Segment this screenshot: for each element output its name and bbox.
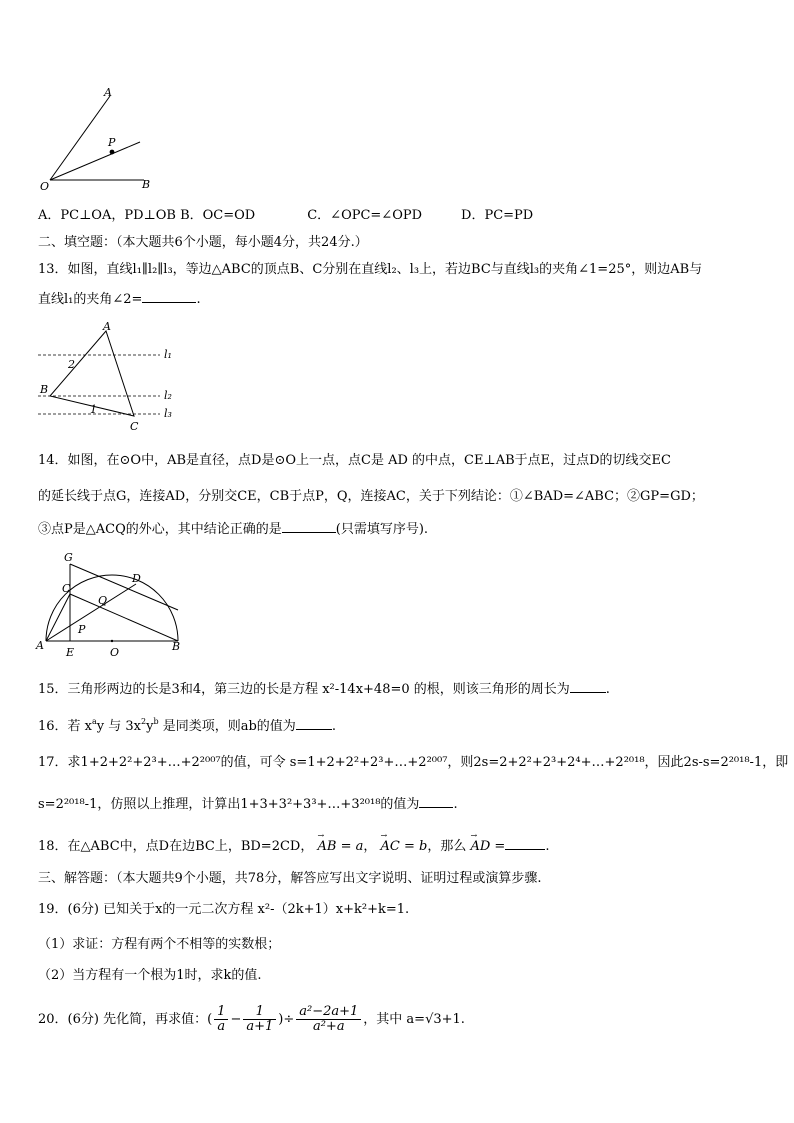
q14-label-a: A [36,639,44,652]
q14-label-p: P [78,623,86,636]
q20 [38,1005,465,1034]
q16-answer-blank[interactable] [296,717,332,730]
q16-mid2: y [146,719,154,734]
label-o: O [40,180,50,193]
q14-label-d: D [132,572,141,585]
q13-line2-text: 直线l₁的夹角∠2= [38,292,143,307]
q14-line3-text: ③点P是△ACQ的外心，其中结论正确的是 [38,522,282,537]
q20-post: ，其中 a= [363,1012,426,1027]
q16 [38,717,336,736]
q14-label-e: E [66,646,75,659]
q13-line1: 13．如图，直线l₁∥l₂∥l₃，等边△ABC的顶点B、C分别在直线l₂、l₃上，若边BC与直线l₃的夹角∠1=25°，则边AB与 [38,262,703,277]
q20-f2-numerator: 1 [243,1005,276,1020]
q18-mid: ，那么 [427,839,467,854]
label-a: A [104,86,112,99]
q16-sup-2: 2 [141,717,147,726]
q14-answer-blank[interactable] [282,520,336,533]
q13-label-l3: l₃ [164,407,172,420]
q16-mid1: y 与 3x [96,719,142,734]
q18-eq-a: = a [336,839,364,854]
label-b: B [142,178,151,191]
q12-options: A．PC⊥OA，PD⊥OB B．OC=OD C．∠OPC=∠OPD D．PC=PD [38,208,534,223]
q18-vector-ab: → AB [317,838,336,856]
q15 [38,680,610,699]
q18-answer-blank[interactable] [505,837,545,850]
q20-pre: 20．(6分) 先化简，再求值：( [38,1012,213,1027]
q14-line1: 14．如图，在⊙O中，AB是直径，点D是⊙O上一点，点C是 AD 的中点，CE⊥AB于点E，过点D的切线交EC [38,453,671,468]
q12-angle-figure [36,82,156,194]
q20-minus: − [230,1012,242,1027]
q18-vector-ad: → AD [470,838,490,856]
q14-label-q: Q [98,594,108,607]
label-p: P [108,136,116,149]
q18-vector-ac: → AC [381,838,400,856]
q20-f1-denominator: a [217,1019,226,1034]
q15-text: 15．三角形两边的长是3和4，第三边的长是方程 x²-14x+48=0 的根，则该三角形的周长为 [38,682,570,697]
q18-end: . [545,839,550,854]
q16-end: . [331,719,336,734]
q13-label-a: A [103,320,111,333]
q16-pre: 16．若 x [38,719,93,734]
section-fill-in-heading: 二、填空题：（本大题共6个小题，每小题4分，共24分.） [38,235,368,250]
q13-label-l2: l₂ [164,389,172,402]
q20-fraction-3 [296,1005,361,1034]
q18: 18．在△ABC中，点D在边BC上，BD=2CD， → AB = a， → AC = b，那么 → AD = . [38,837,549,856]
q18-pre: 18．在△ABC中，点D在边BC上，BD=2CD， [38,839,314,854]
q15-end: . [605,682,610,697]
q17-answer-blank[interactable] [419,795,453,808]
q14-semicircle-figure [34,548,190,660]
q17-line2-text: s=2²⁰¹⁸-1，仿照以上推理，计算出1+3+3²+3³+…+3²⁰¹⁸的值为 [38,797,420,812]
q14-line3 [38,520,428,539]
q15-answer-blank[interactable] [570,680,606,693]
q13-triangle-figure [36,318,186,434]
q17-line1: 17．求1+2+2²+2³+…+2²⁰⁰⁷的值，可令 s=1+2+2²+2³+…+2²⁰⁰⁷，则2s=2+2²+2³+2⁴+…+2²⁰¹⁸，因此2s-s=2²⁰¹⁸-1，即 [38,755,789,770]
q20-f2-denominator: a+1 [246,1019,274,1034]
q13-line2-end: . [196,292,201,307]
q16-sup-b: b [153,717,159,726]
q18-eq-b: = b [399,839,428,854]
q14-label-o: O [110,646,120,659]
q13-line2 [38,290,201,309]
q20-div: )÷ [278,1012,295,1027]
q19-stem: 19．(6分) 已知关于x的一元二次方程 x²-（2k+1）x+k²+k=1. [38,902,410,917]
section-solve-heading: 三、解答题：（本大题共9个小题，共78分，解答应写出文字说明、证明过程或演算步骤. [38,871,542,886]
q14-label-c: C [62,582,71,595]
q20-sqrt: √3 [425,1012,442,1027]
q18-eq: = [490,839,506,854]
q13-label-c: C [130,420,139,433]
q17-line2 [38,795,458,814]
q17-line2-end: . [453,797,458,812]
q20-plus: +1. [441,1012,465,1027]
q20-f1-numerator: 1 [214,1005,228,1020]
q14-line3-end: (只需填写序号). [335,522,429,537]
q14-label-b: B [172,640,181,653]
q13-label-l1: l₁ [164,348,172,361]
q14-label-g: G [64,551,73,564]
q14-line2: 的延长线于点G，连接AD，分别交CE，CB于点P，Q，连接AC，关于下列结论：①∠BAD=∠ABC；②GP=GD； [38,489,704,504]
q19-part2: （2）当方程有一个根为1时，求k的值. [38,968,262,983]
q19-part1: （1）求证：方程有两个不相等的实数根； [38,937,281,952]
q20-f3-numerator: a²−2a+1 [296,1005,361,1020]
q20-fraction-1 [214,1005,228,1034]
q13-answer-blank[interactable] [142,290,196,303]
q13-label-angle2: 2 [68,358,75,371]
q16-sup-a: a [92,717,97,726]
q13-label-b: B [40,383,49,396]
q20-f3-denominator: a²+a [312,1019,345,1034]
q16-post: 是同类项，则ab的值为 [158,719,296,734]
q20-fraction-2 [243,1005,276,1034]
q13-label-angle1: 1 [90,403,97,416]
